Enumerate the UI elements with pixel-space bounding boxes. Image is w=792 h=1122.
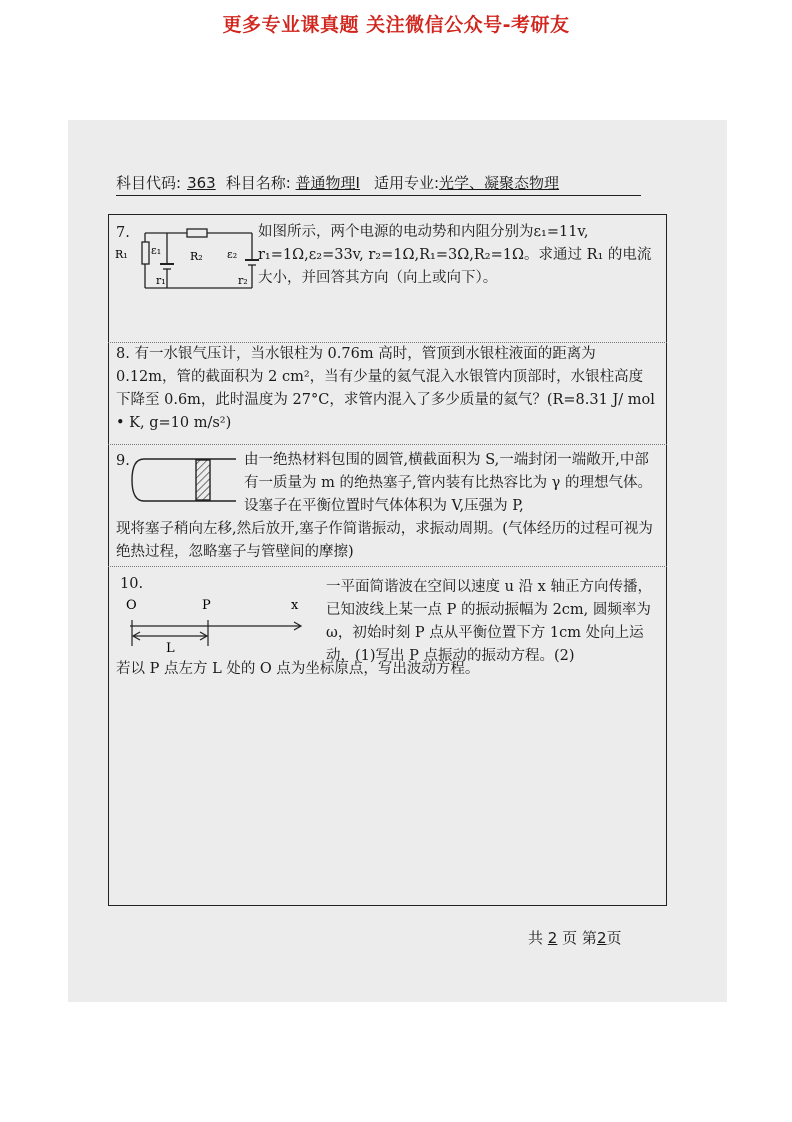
question-10-text-part2: 若以 P 点左方 L 处的 O 点为坐标原点，写出波动方程。 — [116, 661, 480, 677]
footer-total-prefix: 共 — [528, 929, 544, 947]
major-label: 适用专业: — [373, 174, 440, 192]
footer-page-word: 页 — [562, 929, 578, 947]
footer-current-prefix: 第 — [581, 929, 597, 947]
wave-axis-diagram — [118, 594, 318, 656]
question-8-block — [116, 343, 656, 435]
question-10-number: 10. — [120, 576, 144, 592]
footer-current-page: 2 — [596, 929, 607, 947]
footer-current-suffix: 页 — [606, 929, 622, 947]
footer-total-pages: 2 — [547, 929, 558, 947]
plug — [196, 460, 210, 500]
label-int-r1: r₁ — [156, 274, 166, 287]
question-9-number: 9. — [116, 453, 130, 469]
label-o: O — [126, 598, 137, 613]
exam-header — [116, 172, 641, 196]
subject-name-label: 科目名称: — [225, 174, 291, 192]
question-10-text-part1: 一平面简谐波在空间以速度 u 沿 x 轴正方向传播，已知波线上某一点 P 的振动振幅为 2cm, 圆频率为 ω，初始时刻 P 点从平衡位置下方 1cm 处向上运动，(1)写出 P 点振动的振动方程。(2) — [326, 579, 652, 664]
question-divider — [108, 444, 667, 445]
question-divider — [108, 566, 667, 567]
resistor-r1 — [142, 242, 149, 264]
tube-wall — [132, 459, 236, 501]
label-l: L — [166, 641, 175, 656]
subject-code-label: 科目代码: — [116, 174, 182, 192]
label-e2: ε₂ — [227, 248, 238, 261]
question-7-number: 7. — [116, 225, 130, 241]
label-r1: R₁ — [115, 248, 128, 261]
question-8-text: 有一水银气压计，当水银柱为 0.76m 高时，管顶到水银柱液面的距离为 0.12m，管的截面积为 2 cm²，当有少量的氦气混入水银管内顶部时，水银柱高度下降至 0.6m，此时温度为 27°C，求管内混入了多少质量的氦气？(R=8.31 J/ mol • K, g=10 m/s²) — [116, 346, 655, 431]
question-8-number: 8. — [116, 346, 130, 362]
promo-banner: 更多专业课真题 关注微信公众号-考研友 — [222, 14, 570, 36]
label-e1: ε₁ — [151, 244, 162, 257]
label-p: P — [202, 598, 211, 613]
label-r2: R₂ — [190, 250, 203, 263]
insulated-tube-diagram — [128, 454, 240, 506]
question-7-text: 如图所示，两个电源的电动势和内阻分别为ε₁=11v, r₁=1Ω,ε₂=33v, r₂=1Ω,R₁=3Ω,R₂=1Ω。求通过 R₁ 的电流大小，并回答其方向（向上或向下）。 — [258, 224, 652, 286]
question-9-text-part2: 现将塞子稍向左移,然后放开,塞子作简谐振动，求振动周期。(气体经历的过程可视为绝热过程，忽略塞子与管壁间的摩擦) — [116, 521, 653, 560]
circuit-diagram — [112, 228, 262, 296]
subject-name-value: 普通物理Ⅰ — [295, 174, 360, 192]
resistor-r2 — [187, 229, 207, 237]
question-9-text-part1: 由一绝热材料包围的圆管,横截面积为 S,一端封闭一端敞开,中部有一质量为 m 的绝热塞子,管内装有比热容比为 γ 的理想气体。设塞子在平衡位置时气体体积为 V,压强为 P, — [244, 452, 652, 514]
subject-code-value: 363 — [187, 174, 216, 192]
label-x: x — [291, 598, 299, 613]
major-value: 光学、凝聚态物理 — [439, 174, 560, 192]
page-footer — [528, 927, 622, 948]
label-int-r2: r₂ — [238, 274, 248, 287]
